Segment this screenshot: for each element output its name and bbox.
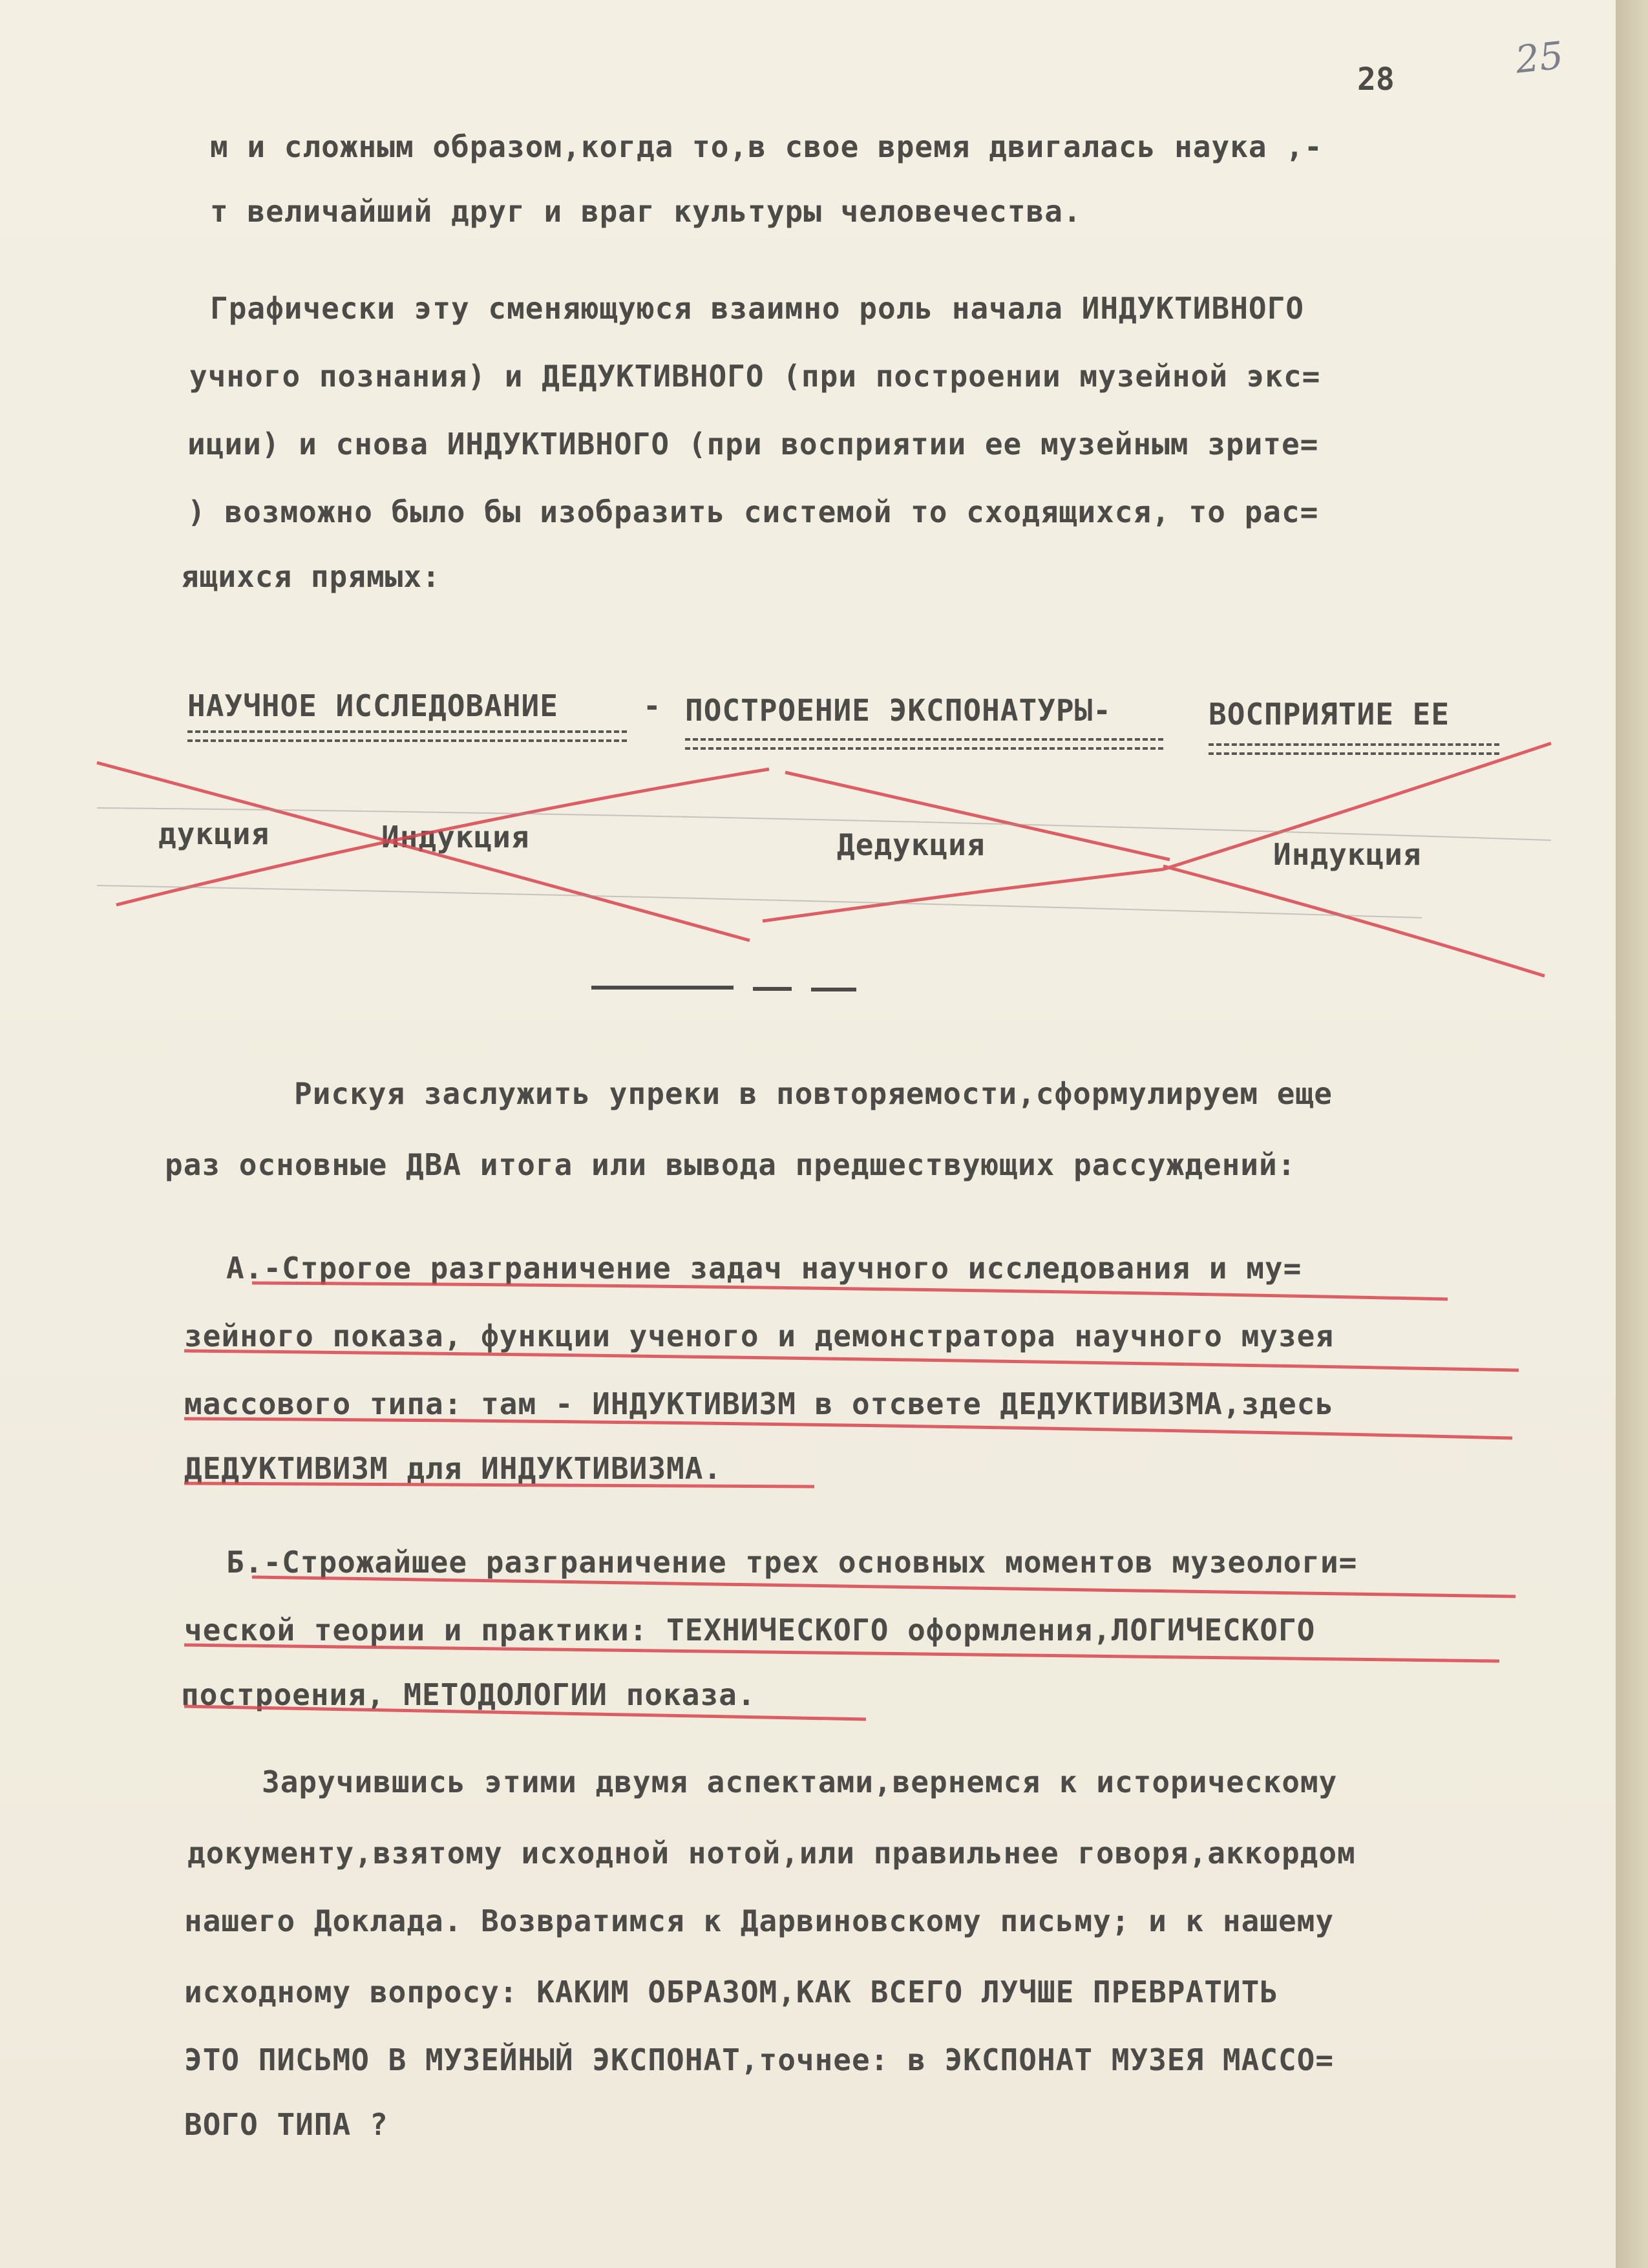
point-b-line: ческой теории и практики: ТЕХНИЧЕСКОГО оформления,ЛОГИЧЕСКОГО: [184, 1613, 1316, 1648]
point-b-line: Б.-Строжайшее разграничение трех основных моментов музеологи=: [226, 1545, 1358, 1580]
closing-line: документу,взятому исходной нотой,или правильнее говоря,аккордом: [187, 1836, 1356, 1871]
pencil-line: [97, 808, 1551, 840]
red-line: [763, 869, 1163, 921]
double-underline-construction: [685, 738, 1163, 750]
red-underline: [252, 1577, 1516, 1596]
summary-line: раз основные ДВА итога или вывода предшествующих рассуждений:: [165, 1147, 1296, 1182]
diagram-header-research: НАУЧНОЕ ИССЛЕДОВАНИЕ: [187, 688, 558, 723]
section-separator-dash: [753, 987, 792, 991]
closing-line: ЭТО ПИСЬМО В МУЗЕЙНЫЙ ЭКСПОНАТ,точнее: в ЭКСПОНАТ МУЗЕЯ МАССО=: [184, 2042, 1335, 2077]
red-line: [1163, 866, 1545, 976]
diagram-label-induction-2: Индукция: [1273, 837, 1422, 872]
point-a-line: А.-Строгое разграничение задач научного исследования и му=: [226, 1251, 1302, 1286]
graphic-paragraph-line: иции) и снова ИНДУКТИВНОГО (при восприятии ее музейным зрите=: [187, 427, 1319, 461]
closing-line: исходному вопросу: КАКИМ ОБРАЗОМ,КАК ВСЕГО ЛУЧШЕ ПРЕВРАТИТЬ: [184, 1975, 1278, 2009]
diagram-label-deduction: Дедукция: [837, 827, 986, 862]
diagram-label-induction-1: Индукция: [381, 820, 530, 854]
double-underline-perception: [1209, 743, 1499, 755]
closing-line: Заручившись этими двумя аспектами,вернемся к историческому: [262, 1765, 1338, 1799]
diagram-header-dash: -: [643, 688, 662, 723]
point-b-line: построения, МЕТОДОЛОГИИ показа.: [181, 1677, 756, 1712]
pencil-line: [97, 885, 1422, 918]
diagram-header-construction: ПОСТРОЕНИЕ ЭКСПОНАТУРЫ-: [685, 693, 1112, 728]
double-underline-research: [187, 730, 627, 742]
intro-line: м и сложным образом,когда то,в свое время двигалась наука ,-: [210, 129, 1323, 164]
section-separator-dash: [811, 988, 856, 991]
page-edge: [1616, 0, 1648, 2268]
point-a-line: ДЕДУКТИВИЗМ для ИНДУКТИВИЗМА.: [184, 1451, 723, 1486]
summary-line: Рискуя заслужить упреки в повторяемости,сформулируем еще: [294, 1076, 1333, 1111]
closing-line: ВОГО ТИПА ?: [184, 2107, 388, 2142]
red-underline: [184, 1419, 1512, 1438]
diagram-header-perception: ВОСПРИЯТИЕ ЕЕ: [1209, 697, 1450, 732]
closing-line: нашего Доклада. Возвратимся к Дарвиновскому письму; и к нашему: [184, 1903, 1335, 1938]
archive-number-handwritten: 25: [1513, 33, 1566, 82]
page-number: 28: [1357, 61, 1395, 98]
graphic-paragraph-line: ) возможно было бы изобразить системой то сходящихся, то рас=: [187, 494, 1319, 529]
red-underline: [184, 1351, 1519, 1370]
point-a-line: зейного показа, функции ученого и демонстратора научного музея: [184, 1319, 1335, 1353]
graphic-paragraph-line: Графически эту сменяющуюся взаимно роль начала ИНДУКТИВНОГО: [210, 291, 1304, 326]
diagram-label-deduction-left: дукция: [158, 816, 270, 851]
section-separator: [591, 986, 734, 990]
intro-line: т величайший друг и враг культуры человечества.: [210, 194, 1082, 229]
graphic-paragraph-line: учного познания) и ДЕДУКТИВНОГО (при построении музейной экс=: [189, 359, 1321, 394]
graphic-paragraph-line: ящихся прямых:: [181, 559, 441, 594]
point-a-line: массового типа: там - ИНДУКТИВИЗМ в отсвете ДЕДУКТИВИЗМА,здесь: [184, 1386, 1335, 1421]
